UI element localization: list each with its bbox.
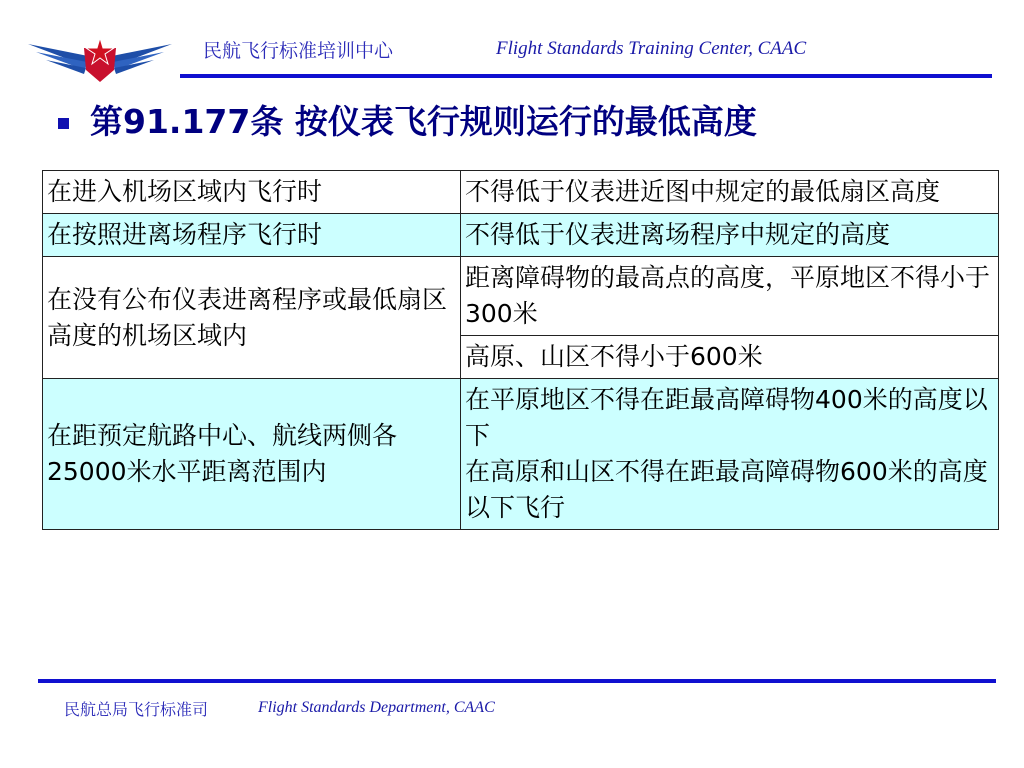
minimum-altitude-table [42,170,999,530]
table-row [43,171,999,214]
footer-divider [38,679,996,683]
condition-cell: 在按照进离场程序飞行时 [43,214,461,257]
requirement-cell: 不得低于仪表进离场程序中规定的高度 [461,214,999,257]
square-bullet-icon [58,118,69,129]
condition-cell: 在进入机场区域内飞行时 [43,171,461,214]
requirement-cell: 高原、山区不得小于600米 [461,336,999,379]
requirement-cell [461,379,999,530]
header-divider [180,74,992,78]
slide-title: 第91.177条 按仪表飞行规则运行的最低高度 [90,102,757,141]
caac-wings-logo-icon [26,36,174,86]
header-org-english: Flight Standards Training Center, CAAC [496,38,807,59]
table-row [43,379,999,530]
requirement-cell: 不得低于仪表进近图中规定的最低扇区高度 [461,171,999,214]
condition-cell: 在距预定航路中心、航线两侧各25000米水平距离范围内 [43,379,461,530]
footer-org-english: Flight Standards Department, CAAC [258,699,495,716]
requirement-line: 在高原和山区不得在距最高障碍物600米的高度以下飞行 [465,457,988,522]
footer-org-chinese: 民航总局飞行标准司 [64,700,209,719]
condition-cell: 在没有公布仪表进离程序或最低扇区高度的机场区域内 [43,257,461,379]
table-row [43,214,999,257]
table-row [43,257,999,336]
requirement-line: 在平原地区不得在距最高障碍物400米的高度以下 [465,385,988,450]
header-org-chinese: 民航飞行标准培训中心 [203,40,394,62]
requirement-cell: 距离障碍物的最高点的高度，平原地区不得小于300米 [461,257,999,336]
